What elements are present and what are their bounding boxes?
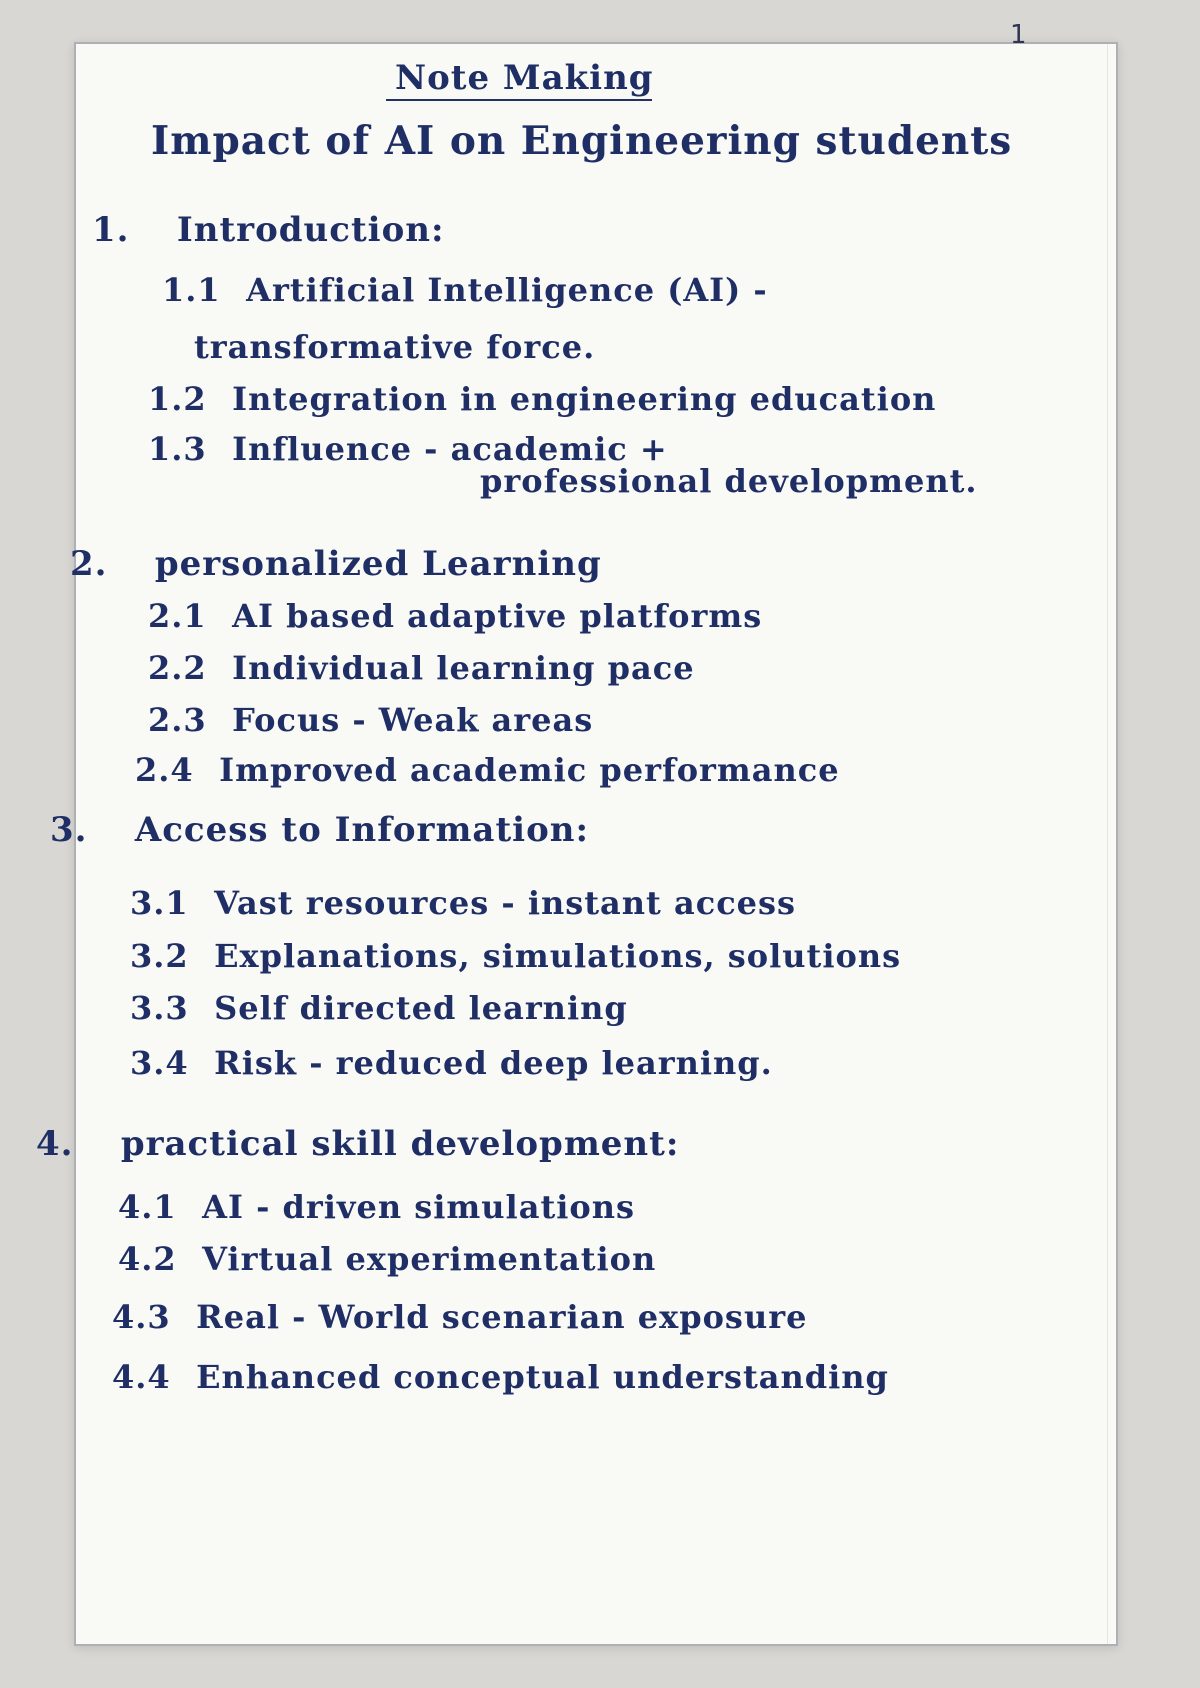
page-subtitle: Impact of AI on Engineering students: [151, 118, 1013, 164]
item-number: 4.1: [118, 1188, 177, 1226]
item-4-3: [112, 1298, 807, 1336]
item-number: 4.2: [118, 1240, 177, 1278]
item-2-2: [148, 649, 695, 687]
title-underline: [386, 99, 652, 101]
item-text: Real - World scenarian exposure: [196, 1298, 808, 1336]
item-number: 3.3: [130, 989, 189, 1027]
item-text-line-1: Artificial Intelligence (AI) -: [246, 271, 768, 309]
item-2-1: [148, 597, 762, 635]
item-text: Individual learning pace: [232, 649, 695, 687]
item-number: 1.3: [148, 430, 207, 468]
section-number: 2.: [70, 544, 108, 584]
item-1-1: [162, 271, 768, 309]
item-1-2: [148, 380, 936, 418]
item-text: Risk - reduced deep learning.: [214, 1044, 773, 1082]
item-3-4: [130, 1044, 773, 1082]
item-text: AI based adaptive platforms: [232, 597, 763, 635]
page-corner-number: 1: [1010, 20, 1027, 50]
section-4-heading: [36, 1124, 679, 1164]
item-4-2: [118, 1240, 656, 1278]
item-number: 4.4: [112, 1358, 171, 1396]
item-3-2: [130, 937, 901, 975]
item-number: 2.2: [148, 649, 207, 687]
item-text: Enhanced conceptual understanding: [196, 1358, 889, 1396]
item-text: AI - driven simulations: [202, 1188, 635, 1226]
page-title: Note Making: [395, 58, 654, 98]
item-text: Self directed learning: [214, 989, 628, 1027]
item-1-1-continuation: transformative force.: [194, 328, 596, 366]
item-4-1: [118, 1188, 635, 1226]
item-1-3-continuation: professional development.: [480, 462, 978, 500]
section-heading-text: personalized Learning: [154, 544, 602, 584]
item-text: Vast resources - instant access: [214, 884, 797, 922]
section-3-heading: [50, 810, 589, 850]
section-heading-text: Introduction:: [176, 210, 445, 250]
section-2-heading: [70, 544, 602, 584]
item-2-4: [135, 751, 840, 789]
item-3-1: [130, 884, 796, 922]
item-4-4: [112, 1358, 889, 1396]
section-number: 1.: [92, 210, 130, 250]
item-number: 2.4: [135, 751, 194, 789]
item-number: 3.2: [130, 937, 189, 975]
section-1-heading: [92, 210, 445, 250]
page-edge: [1107, 44, 1108, 1644]
item-text: Explanations, simulations, solutions: [214, 937, 902, 975]
item-number: 1.2: [148, 380, 207, 418]
item-2-3: [148, 701, 593, 739]
item-text-line-1: Influence - academic +: [232, 430, 668, 468]
item-3-3: [130, 989, 628, 1027]
section-number: 3.: [50, 810, 88, 850]
item-number: 3.4: [130, 1044, 189, 1082]
item-number: 2.1: [148, 597, 207, 635]
item-number: 1.1: [162, 271, 221, 309]
item-number: 3.1: [130, 884, 189, 922]
item-number: 2.3: [148, 701, 207, 739]
section-heading-text: Access to Information:: [134, 810, 590, 850]
item-text: Improved academic performance: [219, 751, 840, 789]
section-heading-text: practical skill development:: [120, 1124, 680, 1164]
section-number: 4.: [36, 1124, 74, 1164]
item-text: Virtual experimentation: [202, 1240, 657, 1278]
item-number: 4.3: [112, 1298, 171, 1336]
item-text: Focus - Weak areas: [232, 701, 594, 739]
item-text-line-1: Integration in engineering education: [232, 380, 937, 418]
